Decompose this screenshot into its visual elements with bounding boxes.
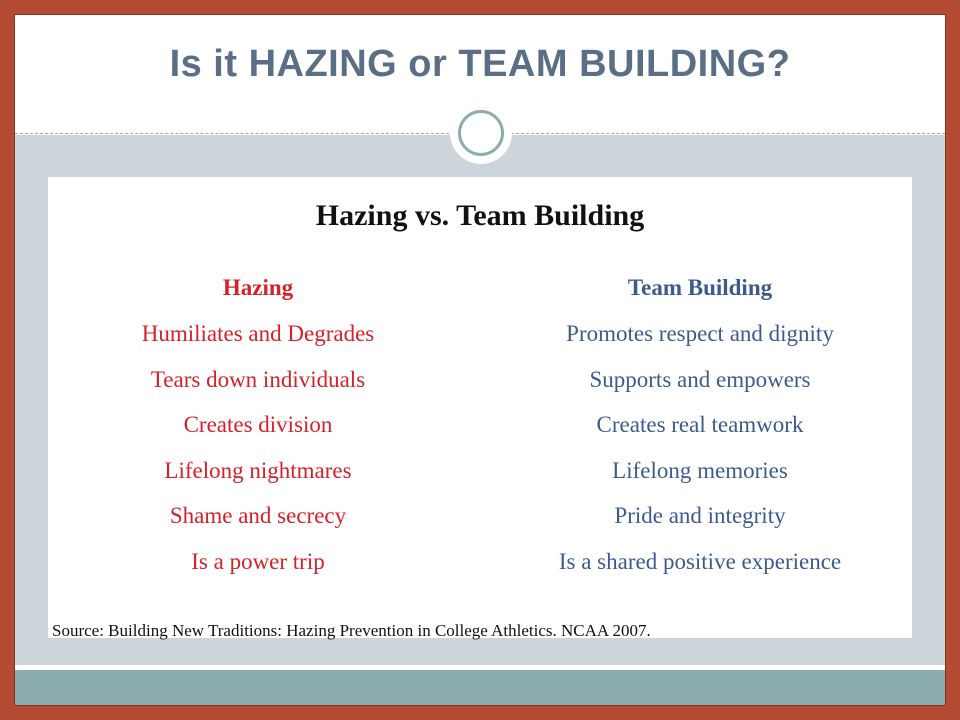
source-citation: Source: Building New Traditions: Hazing Prevention in College Athletics. NCAA 2007. bbox=[52, 621, 651, 640]
team-building-column bbox=[488, 265, 912, 584]
slide-canvas bbox=[15, 15, 945, 705]
team-building-item: Lifelong memories bbox=[612, 457, 788, 483]
team-building-heading: Team Building bbox=[627, 275, 773, 300]
circle-ring-icon bbox=[458, 110, 504, 156]
slide-title: Is it HAZING or TEAM BUILDING? bbox=[169, 43, 791, 85]
hazing-item: Is a power trip bbox=[191, 548, 325, 574]
hazing-heading: Hazing bbox=[222, 275, 294, 300]
divider-circle-ornament bbox=[450, 102, 512, 164]
hazing-item: Shame and secrecy bbox=[169, 503, 347, 528]
team-building-item: Promotes respect and dignity bbox=[566, 321, 834, 346]
panel-title: Hazing vs. Team Building bbox=[315, 199, 645, 232]
team-building-item: Creates real teamwork bbox=[596, 412, 804, 437]
hazing-column bbox=[48, 265, 468, 584]
hazing-item: Tears down individuals bbox=[150, 366, 366, 392]
team-building-item: Is a shared positive experience bbox=[558, 548, 842, 574]
hazing-item: Lifelong nightmares bbox=[164, 457, 352, 483]
hazing-item: Humiliates and Degrades bbox=[141, 321, 375, 346]
team-building-item: Pride and integrity bbox=[614, 503, 786, 528]
hazing-item: Creates division bbox=[183, 412, 333, 437]
team-building-item: Supports and empowers bbox=[589, 366, 811, 392]
footer-band bbox=[15, 670, 945, 705]
comparison-panel bbox=[48, 177, 912, 638]
